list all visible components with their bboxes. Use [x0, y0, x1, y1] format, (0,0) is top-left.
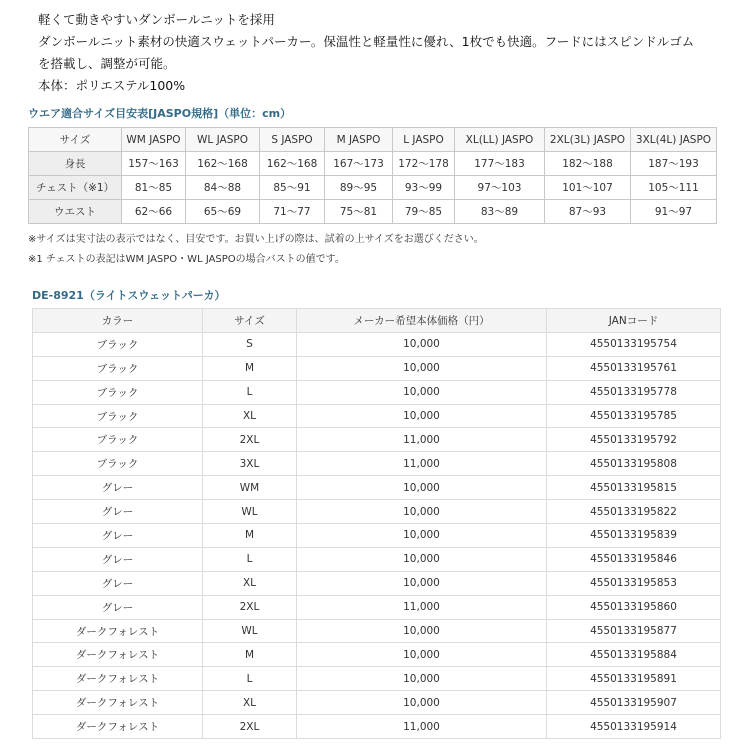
- size-cell: M: [203, 356, 297, 380]
- size-header-cell: XL(LL) JASPO: [455, 128, 545, 152]
- size-cell: L: [203, 667, 297, 691]
- jan-code-cell: 4550133195907: [547, 691, 721, 715]
- table-row: [33, 715, 721, 739]
- size-table-row-height: [29, 152, 717, 176]
- color-cell: ダークフォレスト: [33, 715, 203, 739]
- size-cell: 93〜99: [393, 176, 455, 200]
- color-cell: グレー: [33, 547, 203, 571]
- size-cell: XL: [203, 571, 297, 595]
- price-cell: 10,000: [297, 332, 547, 356]
- size-cell: 105〜111: [631, 176, 717, 200]
- color-cell: グレー: [33, 500, 203, 524]
- jan-code-cell: 4550133195860: [547, 595, 721, 619]
- price-cell: 10,000: [297, 547, 547, 571]
- size-header-cell: S JASPO: [260, 128, 325, 152]
- size-cell: 3XL: [203, 452, 297, 476]
- price-cell: 10,000: [297, 380, 547, 404]
- size-cell: 97〜103: [455, 176, 545, 200]
- table-row: [33, 524, 721, 548]
- description-line: を搭載し、調整が可能。: [38, 56, 176, 71]
- product-table-body: [33, 332, 721, 738]
- product-header-cell: メーカー希望本体価格（円）: [297, 309, 547, 333]
- jan-code-cell: 4550133195785: [547, 404, 721, 428]
- size-cell: 2XL: [203, 428, 297, 452]
- size-notes: [28, 230, 484, 270]
- size-header-cell: M JASPO: [325, 128, 393, 152]
- size-cell: 2XL: [203, 595, 297, 619]
- product-header-cell: JANコード: [547, 309, 721, 333]
- price-cell: 10,000: [297, 691, 547, 715]
- size-cell: WM: [203, 476, 297, 500]
- table-row: [33, 428, 721, 452]
- size-cell: 177〜183: [455, 152, 545, 176]
- table-row: [33, 571, 721, 595]
- price-cell: 10,000: [297, 571, 547, 595]
- table-row: [33, 547, 721, 571]
- table-row: [33, 667, 721, 691]
- table-row: [33, 356, 721, 380]
- price-cell: 10,000: [297, 476, 547, 500]
- color-cell: グレー: [33, 595, 203, 619]
- size-cell: XL: [203, 404, 297, 428]
- price-cell: 11,000: [297, 452, 547, 476]
- price-cell: 10,000: [297, 356, 547, 380]
- price-cell: 11,000: [297, 715, 547, 739]
- jan-code-cell: 4550133195891: [547, 667, 721, 691]
- size-cell: 83〜89: [455, 200, 545, 224]
- color-cell: グレー: [33, 524, 203, 548]
- description-line: 本体：ポリエステル100%: [38, 78, 186, 93]
- jan-code-cell: 4550133195914: [547, 715, 721, 739]
- price-cell: 11,000: [297, 595, 547, 619]
- size-table: [28, 127, 717, 224]
- product-table-title: DE-8921（ライトスウェットパーカ）: [32, 289, 226, 302]
- product-header-cell: サイズ: [203, 309, 297, 333]
- size-cell: 162〜168: [260, 152, 325, 176]
- size-cell: 84〜88: [186, 176, 260, 200]
- size-cell: 91〜97: [631, 200, 717, 224]
- color-cell: グレー: [33, 476, 203, 500]
- color-cell: ブラック: [33, 428, 203, 452]
- size-cell: XL: [203, 691, 297, 715]
- jan-code-cell: 4550133195877: [547, 619, 721, 643]
- size-table-row-chest: [29, 176, 717, 200]
- table-row: [33, 643, 721, 667]
- description-line: 軽くて動きやすいダンボールニットを採用: [38, 12, 275, 27]
- price-cell: 10,000: [297, 667, 547, 691]
- size-cell: 167〜173: [325, 152, 393, 176]
- table-row: [33, 500, 721, 524]
- product-header-cell: カラー: [33, 309, 203, 333]
- table-row: [33, 404, 721, 428]
- size-row-label: 身長: [29, 152, 122, 176]
- size-cell: 87〜93: [545, 200, 631, 224]
- size-cell: 101〜107: [545, 176, 631, 200]
- jan-code-cell: 4550133195822: [547, 500, 721, 524]
- size-header-cell: サイズ: [29, 128, 122, 152]
- jan-code-cell: 4550133195853: [547, 571, 721, 595]
- color-cell: グレー: [33, 571, 203, 595]
- color-cell: ダークフォレスト: [33, 619, 203, 643]
- size-cell: 75〜81: [325, 200, 393, 224]
- jan-code-cell: 4550133195778: [547, 380, 721, 404]
- size-cell: 182〜188: [545, 152, 631, 176]
- product-description: [38, 9, 694, 97]
- color-cell: ブラック: [33, 380, 203, 404]
- table-row: [33, 452, 721, 476]
- color-cell: ブラック: [33, 404, 203, 428]
- table-row: [33, 691, 721, 715]
- size-cell: 187〜193: [631, 152, 717, 176]
- color-cell: ブラック: [33, 356, 203, 380]
- size-cell: S: [203, 332, 297, 356]
- size-header-cell: 3XL(4L) JASPO: [631, 128, 717, 152]
- jan-code-cell: 4550133195846: [547, 547, 721, 571]
- size-cell: 81〜85: [122, 176, 186, 200]
- product-table-header-row: [33, 309, 721, 333]
- size-cell: 89〜95: [325, 176, 393, 200]
- size-table-header-row: [29, 128, 717, 152]
- size-cell: WL: [203, 619, 297, 643]
- color-cell: ダークフォレスト: [33, 643, 203, 667]
- product-table: [32, 308, 721, 739]
- size-cell: 157〜163: [122, 152, 186, 176]
- table-row: [33, 380, 721, 404]
- size-header-cell: WL JASPO: [186, 128, 260, 152]
- size-row-label: チェスト（※1）: [29, 176, 122, 200]
- size-cell: 79〜85: [393, 200, 455, 224]
- size-cell: 85〜91: [260, 176, 325, 200]
- price-cell: 10,000: [297, 524, 547, 548]
- table-row: [33, 332, 721, 356]
- color-cell: ダークフォレスト: [33, 691, 203, 715]
- color-cell: ブラック: [33, 332, 203, 356]
- price-cell: 10,000: [297, 643, 547, 667]
- price-cell: 10,000: [297, 404, 547, 428]
- size-cell: 62〜66: [122, 200, 186, 224]
- table-row: [33, 476, 721, 500]
- size-cell: 65〜69: [186, 200, 260, 224]
- color-cell: ダークフォレスト: [33, 667, 203, 691]
- size-header-cell: 2XL(3L) JASPO: [545, 128, 631, 152]
- price-cell: 11,000: [297, 428, 547, 452]
- jan-code-cell: 4550133195815: [547, 476, 721, 500]
- size-cell: L: [203, 547, 297, 571]
- size-cell: L: [203, 380, 297, 404]
- jan-code-cell: 4550133195884: [547, 643, 721, 667]
- price-cell: 10,000: [297, 500, 547, 524]
- jan-code-cell: 4550133195754: [547, 332, 721, 356]
- table-row: [33, 595, 721, 619]
- size-cell: 2XL: [203, 715, 297, 739]
- description-line: ダンボールニット素材の快適スウェットパーカー。保温性と軽量性に優れ、1枚でも快適。フードにはスピンドルゴム: [38, 34, 695, 49]
- size-note: ※1 チェストの表記はWM JASPO・WL JASPOの場合バストの値です。: [28, 254, 345, 265]
- jan-code-cell: 4550133195792: [547, 428, 721, 452]
- size-note: ※サイズは実寸法の表示ではなく、目安です。お買い上げの際は、試着の上サイズをお選びください。: [28, 234, 484, 245]
- jan-code-cell: 4550133195808: [547, 452, 721, 476]
- size-cell: 162〜168: [186, 152, 260, 176]
- size-header-cell: L JASPO: [393, 128, 455, 152]
- color-cell: ブラック: [33, 452, 203, 476]
- size-table-title: ウエア適合サイズ目安表[JASPO規格]（単位：cm）: [28, 107, 292, 120]
- jan-code-cell: 4550133195839: [547, 524, 721, 548]
- size-table-row-waist: [29, 200, 717, 224]
- price-cell: 10,000: [297, 619, 547, 643]
- size-cell: WL: [203, 500, 297, 524]
- size-cell: 71〜77: [260, 200, 325, 224]
- table-row: [33, 619, 721, 643]
- size-row-label: ウエスト: [29, 200, 122, 224]
- size-cell: 172〜178: [393, 152, 455, 176]
- size-header-cell: WM JASPO: [122, 128, 186, 152]
- jan-code-cell: 4550133195761: [547, 356, 721, 380]
- size-cell: M: [203, 643, 297, 667]
- size-cell: M: [203, 524, 297, 548]
